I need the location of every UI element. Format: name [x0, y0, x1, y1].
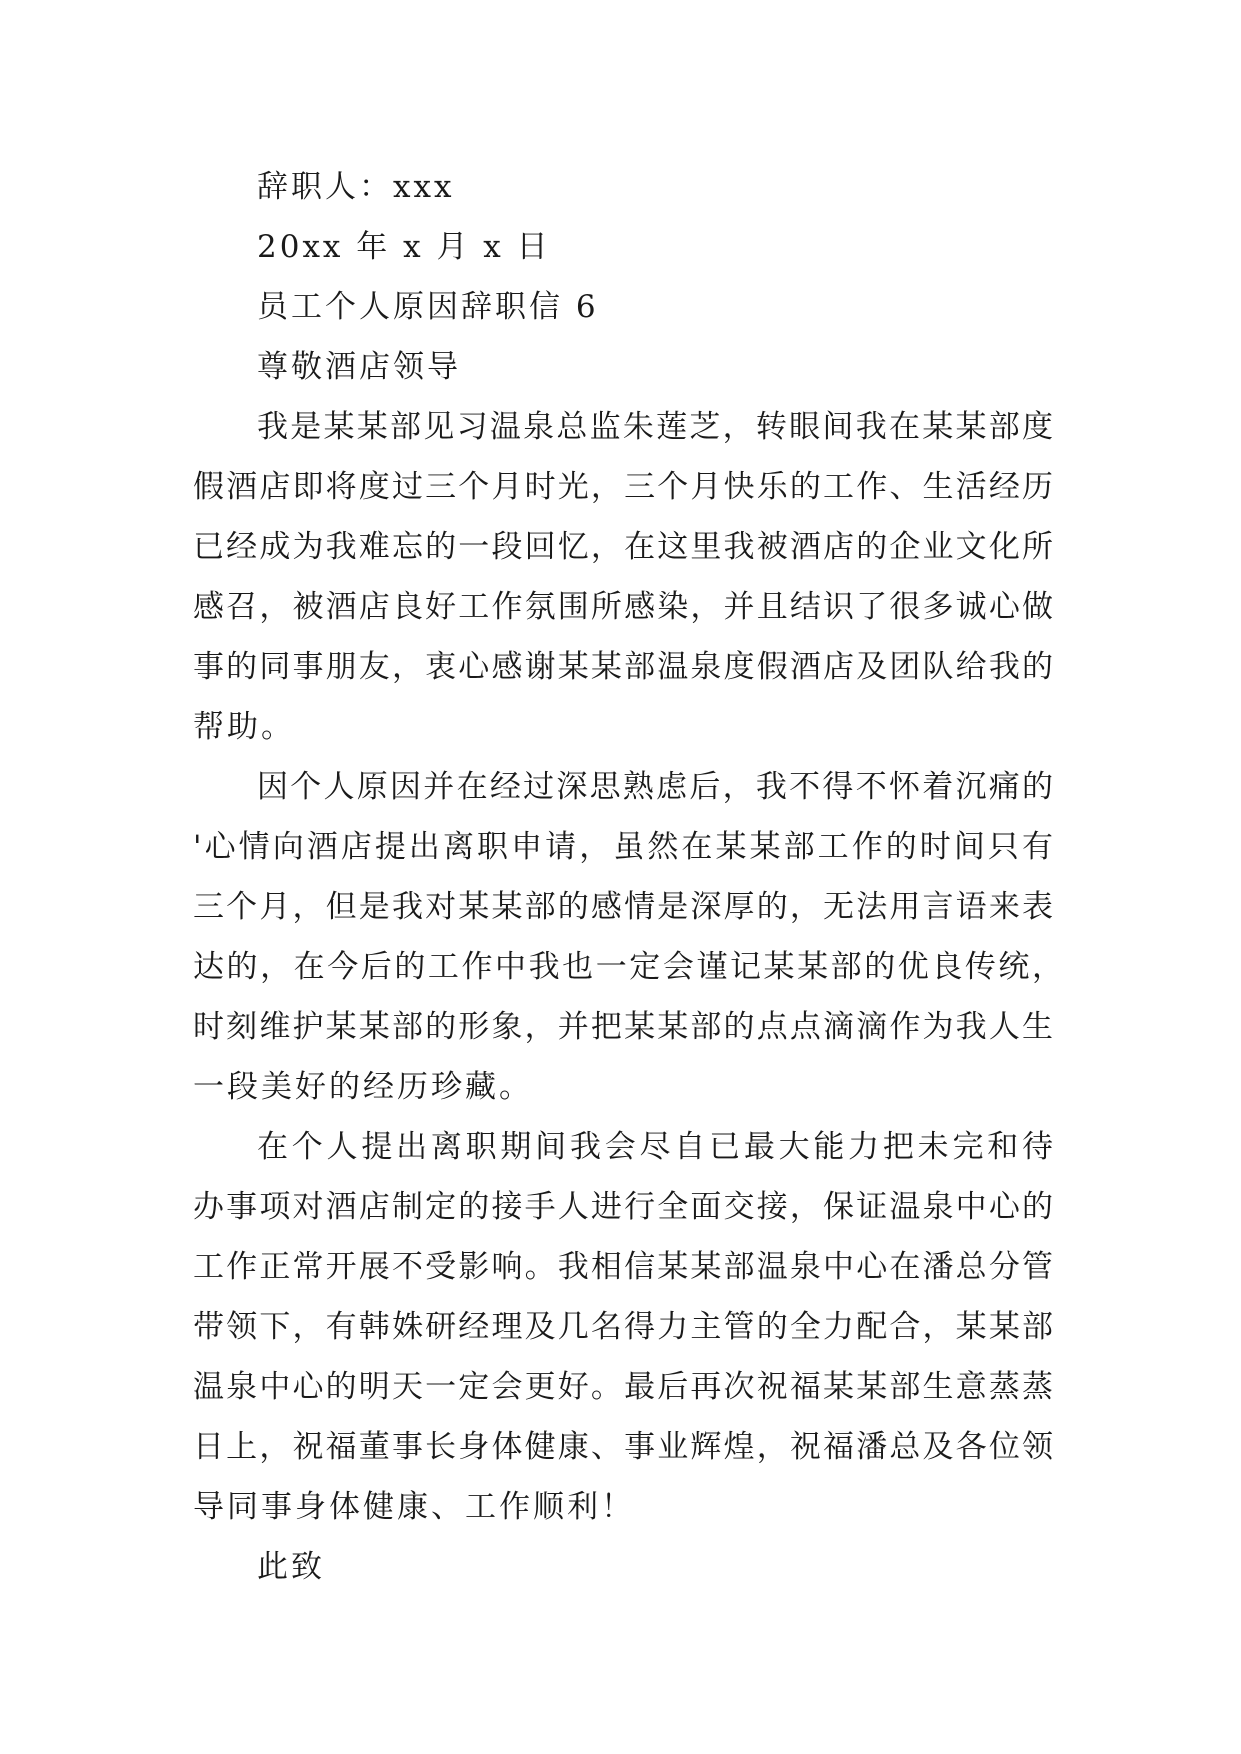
- paragraph-line: 导同事身体健康、工作顺利！: [193, 1489, 635, 1525]
- paragraph-line: 感召，被酒店良好工作氛围所感染，并且结识了很多诚心做: [193, 589, 1053, 625]
- date-line: 20xx 年 x 月 x 日: [257, 229, 551, 265]
- paragraph-line: 温泉中心的明天一定会更好。最后再次祝福某某部生意蒸蒸: [193, 1369, 1053, 1405]
- closing-line: 此致: [257, 1549, 325, 1585]
- paragraph-line: 事的同事朋友，衷心感谢某某部温泉度假酒店及团队给我的: [193, 649, 1053, 685]
- paragraph-line: 在个人提出离职期间我会尽自已最大能力把未完和待: [257, 1129, 1053, 1165]
- paragraph-line: '心情向酒店提出离职申请，虽然在某某部工作的时间只有: [193, 829, 1053, 865]
- resigner-line: 辞职人：xxx: [257, 169, 455, 205]
- paragraph-line: 一段美好的经历珍藏。: [193, 1069, 533, 1105]
- paragraph-line: 日上，祝福董事长身体健康、事业辉煌，祝福潘总及各位领: [193, 1429, 1053, 1465]
- paragraph-line: 我是某某部见习温泉总监朱莲芝，转眼间我在某某部度: [257, 409, 1053, 445]
- paragraph-line: 带领下，有韩姝研经理及几名得力主管的全力配合，某某部: [193, 1309, 1053, 1345]
- paragraph-line: 已经成为我难忘的一段回忆，在这里我被酒店的企业文化所: [193, 529, 1053, 565]
- salutation: 尊敬酒店领导: [257, 349, 461, 385]
- paragraph-line: 达的，在今后的工作中我也一定会谨记某某部的优良传统，: [193, 949, 1063, 985]
- paragraph-line: 办事项对酒店制定的接手人进行全面交接，保证温泉中心的: [193, 1189, 1053, 1225]
- paragraph-line: 时刻维护某某部的形象，并把某某部的点点滴滴作为我人生: [193, 1009, 1053, 1045]
- letter-title: 员工个人原因辞职信 6: [257, 289, 599, 325]
- paragraph-line: 假酒店即将度过三个月时光，三个月快乐的工作、生活经历: [193, 469, 1053, 505]
- paragraph-line: 三个月，但是我对某某部的感情是深厚的，无法用言语来表: [193, 889, 1053, 925]
- paragraph-line: 工作正常开展不受影响。我相信某某部温泉中心在潘总分管: [193, 1249, 1053, 1285]
- paragraph-line: 因个人原因并在经过深思熟虑后，我不得不怀着沉痛的: [257, 769, 1053, 805]
- paragraph-line: 帮助。: [193, 709, 295, 745]
